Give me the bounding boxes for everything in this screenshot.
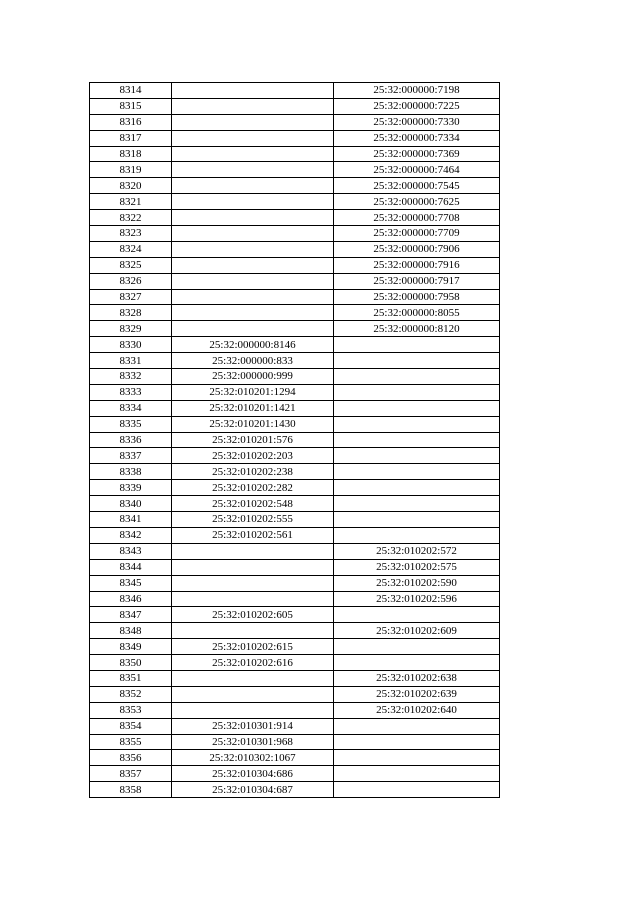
cadastral-number-cell-b (334, 766, 500, 782)
cadastral-number-cell-a (172, 178, 334, 194)
cadastral-number-cell-a (172, 226, 334, 242)
row-number-cell: 8325 (90, 257, 172, 273)
row-number-cell: 8329 (90, 321, 172, 337)
row-number-cell: 8333 (90, 384, 172, 400)
row-number-cell: 8330 (90, 337, 172, 353)
table-row (90, 416, 500, 432)
cadastral-number-cell-a: 25:32:010301:968 (172, 734, 334, 750)
cadastral-number-cell-a (172, 114, 334, 130)
row-number-cell: 8326 (90, 273, 172, 289)
cadastral-number-cell-a (172, 575, 334, 591)
cadastral-number-cell-b: 25:32:010202:609 (334, 623, 500, 639)
row-number-cell: 8316 (90, 114, 172, 130)
cadastral-number-cell-a (172, 210, 334, 226)
row-number-cell: 8353 (90, 702, 172, 718)
table-row (90, 702, 500, 718)
table-row (90, 639, 500, 655)
cadastral-number-cell-a (172, 702, 334, 718)
cadastral-number-cell-b: 25:32:000000:7330 (334, 114, 500, 130)
cadastral-number-cell-b (334, 750, 500, 766)
table-row (90, 178, 500, 194)
cadastral-number-cell-b (334, 353, 500, 369)
cadastral-number-cell-b (334, 512, 500, 528)
table-row (90, 718, 500, 734)
row-number-cell: 8314 (90, 83, 172, 99)
table-row (90, 289, 500, 305)
cadastral-number-cell-a: 25:32:010201:576 (172, 432, 334, 448)
row-number-cell: 8336 (90, 432, 172, 448)
table-body (90, 83, 500, 798)
cadastral-number-cell-a: 25:32:010202:561 (172, 527, 334, 543)
table-row (90, 130, 500, 146)
table-row (90, 384, 500, 400)
table-row (90, 559, 500, 575)
cadastral-number-cell-a: 25:32:010202:238 (172, 464, 334, 480)
cadastral-number-cell-b: 25:32:000000:8055 (334, 305, 500, 321)
row-number-cell: 8350 (90, 655, 172, 671)
table-row (90, 194, 500, 210)
cadastral-number-cell-a: 25:32:010201:1430 (172, 416, 334, 432)
cadastral-number-cell-a: 25:32:010304:687 (172, 782, 334, 798)
cadastral-number-cell-b (334, 400, 500, 416)
cadastral-number-cell-b: 25:32:000000:7958 (334, 289, 500, 305)
row-number-cell: 8335 (90, 416, 172, 432)
row-number-cell: 8315 (90, 98, 172, 114)
table-row (90, 512, 500, 528)
cadastral-number-cell-b (334, 496, 500, 512)
row-number-cell: 8320 (90, 178, 172, 194)
cadastral-number-cell-a (172, 241, 334, 257)
cadastral-number-cell-a (172, 543, 334, 559)
table-row (90, 305, 500, 321)
cadastral-number-cell-a: 25:32:000000:999 (172, 369, 334, 385)
cadastral-number-cell-a (172, 559, 334, 575)
row-number-cell: 8318 (90, 146, 172, 162)
cadastral-number-cell-a: 25:32:000000:8146 (172, 337, 334, 353)
table-row (90, 448, 500, 464)
table-row (90, 226, 500, 242)
cadastral-number-cell-a: 25:32:010202:555 (172, 512, 334, 528)
row-number-cell: 8328 (90, 305, 172, 321)
cadastral-number-cell-b (334, 734, 500, 750)
table-row (90, 464, 500, 480)
row-number-cell: 8358 (90, 782, 172, 798)
table-row (90, 83, 500, 99)
row-number-cell: 8341 (90, 512, 172, 528)
cadastral-number-cell-b (334, 464, 500, 480)
row-number-cell: 8323 (90, 226, 172, 242)
table-row (90, 162, 500, 178)
cadastral-number-cell-b: 25:32:000000:7464 (334, 162, 500, 178)
table-row (90, 575, 500, 591)
cadastral-number-table (89, 82, 500, 798)
row-number-cell: 8347 (90, 607, 172, 623)
cadastral-number-cell-b: 25:32:010202:596 (334, 591, 500, 607)
row-number-cell: 8346 (90, 591, 172, 607)
table-row (90, 257, 500, 273)
table-row (90, 241, 500, 257)
cadastral-number-cell-a: 25:32:010202:615 (172, 639, 334, 655)
row-number-cell: 8343 (90, 543, 172, 559)
table-row (90, 623, 500, 639)
table-row (90, 543, 500, 559)
table-row (90, 400, 500, 416)
cadastral-number-cell-a: 25:32:010202:605 (172, 607, 334, 623)
cadastral-number-cell-a (172, 623, 334, 639)
cadastral-number-cell-b (334, 639, 500, 655)
cadastral-number-cell-b (334, 480, 500, 496)
cadastral-number-cell-a: 25:32:010201:1421 (172, 400, 334, 416)
table-row (90, 782, 500, 798)
cadastral-number-cell-b: 25:32:000000:7916 (334, 257, 500, 273)
cadastral-number-cell-a (172, 162, 334, 178)
table-row (90, 527, 500, 543)
cadastral-number-cell-a (172, 130, 334, 146)
row-number-cell: 8332 (90, 369, 172, 385)
row-number-cell: 8342 (90, 527, 172, 543)
table-row (90, 353, 500, 369)
row-number-cell: 8339 (90, 480, 172, 496)
cadastral-number-cell-b: 25:32:010202:572 (334, 543, 500, 559)
cadastral-number-cell-a (172, 686, 334, 702)
table-row (90, 369, 500, 385)
cadastral-number-cell-a (172, 273, 334, 289)
cadastral-number-cell-b (334, 337, 500, 353)
table-row (90, 750, 500, 766)
cadastral-number-cell-b: 25:32:000000:7198 (334, 83, 500, 99)
cadastral-number-cell-b: 25:32:000000:7625 (334, 194, 500, 210)
cadastral-number-cell-b (334, 384, 500, 400)
cadastral-number-cell-b (334, 607, 500, 623)
row-number-cell: 8352 (90, 686, 172, 702)
cadastral-number-cell-b (334, 432, 500, 448)
row-number-cell: 8338 (90, 464, 172, 480)
cadastral-number-cell-b (334, 369, 500, 385)
cadastral-number-cell-b: 25:32:000000:7334 (334, 130, 500, 146)
row-number-cell: 8324 (90, 241, 172, 257)
cadastral-number-cell-b (334, 782, 500, 798)
table-row (90, 98, 500, 114)
row-number-cell: 8355 (90, 734, 172, 750)
cadastral-number-cell-a: 25:32:010302:1067 (172, 750, 334, 766)
table-row (90, 321, 500, 337)
table-row (90, 210, 500, 226)
cadastral-number-cell-a: 25:32:010301:914 (172, 718, 334, 734)
table-row (90, 766, 500, 782)
cadastral-number-cell-a (172, 289, 334, 305)
cadastral-number-cell-a (172, 146, 334, 162)
cadastral-number-cell-b (334, 655, 500, 671)
cadastral-number-cell-a (172, 83, 334, 99)
cadastral-number-cell-b (334, 416, 500, 432)
row-number-cell: 8340 (90, 496, 172, 512)
cadastral-number-cell-a: 25:32:010202:616 (172, 655, 334, 671)
cadastral-number-cell-b: 25:32:010202:638 (334, 670, 500, 686)
table-row (90, 273, 500, 289)
row-number-cell: 8345 (90, 575, 172, 591)
cadastral-number-cell-b: 25:32:000000:7225 (334, 98, 500, 114)
cadastral-number-cell-a: 25:32:010201:1294 (172, 384, 334, 400)
table-row (90, 496, 500, 512)
cadastral-number-cell-b (334, 527, 500, 543)
cadastral-number-cell-a: 25:32:000000:833 (172, 353, 334, 369)
cadastral-number-cell-b: 25:32:010202:590 (334, 575, 500, 591)
row-number-cell: 8321 (90, 194, 172, 210)
table-row (90, 146, 500, 162)
cadastral-number-cell-a (172, 321, 334, 337)
row-number-cell: 8356 (90, 750, 172, 766)
cadastral-number-cell-b: 25:32:000000:7917 (334, 273, 500, 289)
table-row (90, 670, 500, 686)
table-row (90, 734, 500, 750)
cadastral-number-cell-b (334, 718, 500, 734)
cadastral-number-cell-b: 25:32:010202:639 (334, 686, 500, 702)
table-row (90, 337, 500, 353)
cadastral-number-cell-b: 25:32:010202:640 (334, 702, 500, 718)
table-row (90, 432, 500, 448)
row-number-cell: 8348 (90, 623, 172, 639)
cadastral-number-cell-a (172, 98, 334, 114)
row-number-cell: 8327 (90, 289, 172, 305)
cadastral-number-cell-a (172, 305, 334, 321)
cadastral-number-cell-a (172, 591, 334, 607)
cadastral-number-cell-a (172, 670, 334, 686)
table-row (90, 591, 500, 607)
cadastral-number-cell-a: 25:32:010202:203 (172, 448, 334, 464)
cadastral-number-cell-b: 25:32:000000:7545 (334, 178, 500, 194)
row-number-cell: 8351 (90, 670, 172, 686)
row-number-cell: 8317 (90, 130, 172, 146)
row-number-cell: 8349 (90, 639, 172, 655)
row-number-cell: 8354 (90, 718, 172, 734)
cadastral-number-cell-b (334, 448, 500, 464)
cadastral-number-cell-b: 25:32:000000:7906 (334, 241, 500, 257)
cadastral-number-cell-b: 25:32:010202:575 (334, 559, 500, 575)
cadastral-number-cell-a: 25:32:010304:686 (172, 766, 334, 782)
cadastral-number-cell-a: 25:32:010202:282 (172, 480, 334, 496)
row-number-cell: 8319 (90, 162, 172, 178)
cadastral-number-cell-a: 25:32:010202:548 (172, 496, 334, 512)
cadastral-number-cell-b: 25:32:000000:7709 (334, 226, 500, 242)
cadastral-number-cell-b: 25:32:000000:7369 (334, 146, 500, 162)
row-number-cell: 8334 (90, 400, 172, 416)
table-row (90, 480, 500, 496)
cadastral-number-cell-b: 25:32:000000:7708 (334, 210, 500, 226)
cadastral-number-cell-a (172, 257, 334, 273)
cadastral-number-cell-b: 25:32:000000:8120 (334, 321, 500, 337)
table-row (90, 114, 500, 130)
cadastral-number-cell-a (172, 194, 334, 210)
row-number-cell: 8331 (90, 353, 172, 369)
table-row (90, 607, 500, 623)
row-number-cell: 8357 (90, 766, 172, 782)
table-row (90, 686, 500, 702)
row-number-cell: 8337 (90, 448, 172, 464)
row-number-cell: 8322 (90, 210, 172, 226)
row-number-cell: 8344 (90, 559, 172, 575)
table-row (90, 655, 500, 671)
